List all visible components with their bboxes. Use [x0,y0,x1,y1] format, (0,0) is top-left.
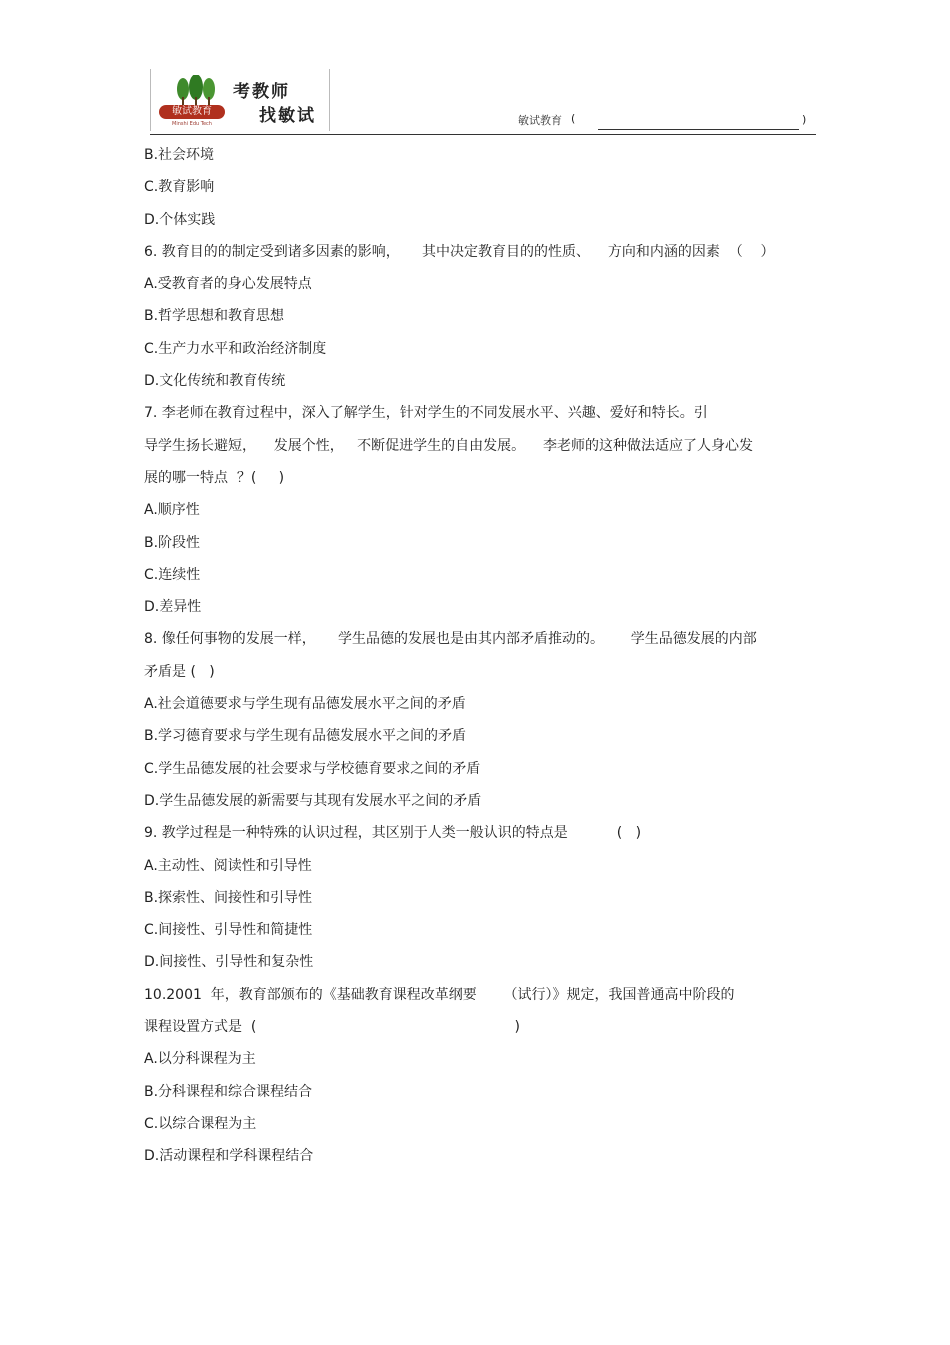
text-line: B.社会环境 [144,147,215,163]
text-line: B.学习德育要求与学生现有品德发展水平之间的矛盾 [144,728,467,745]
text-line: C.以综合课程为主 [144,1115,257,1132]
text-line: C.间接性、引导性和简捷性 [144,922,313,939]
text-line: C.教育影响 [144,179,215,196]
org-label: 敏试教育 [518,114,562,127]
text-line: B.哲学思想和教育思想 [144,308,285,325]
text-line: A.社会道德要求与学生现有品德发展水平之间的矛盾 [144,696,466,713]
text-line: D.学生品德发展的新需要与其现有发展水平之间的矛盾 [144,792,482,809]
org-blank-line [598,129,799,130]
text-line: 课程设置方式是 ( ) [144,1019,520,1036]
text-line: A.主动性、阅读性和引导性 [144,857,312,874]
text-line: D.间接性、引导性和复杂性 [144,954,314,971]
question-content [144,142,816,1176]
text-line: 9. 教学过程是一种特殊的认识过程，其区别于人类一般认识的特点是 ( ) [144,825,642,842]
slogan-line-2: 找敏试 [259,106,316,126]
slogan-line-1: 考教师 [233,82,290,102]
logo-badge: 敏试教育 [159,105,225,119]
org-paren-open: ( [571,112,576,125]
text-line: 8. 像任何事物的发展一样， 学生品德的发展也是由其内部矛盾推动的。 学生品德发展的内部 [144,631,757,648]
text-line: 导学生扬长避短， 发展个性， 不断促进学生的自由发展。 李老师的这种做法适应了人身心发 [144,437,753,454]
text-line: B.分科课程和综合课程结合 [144,1083,313,1100]
text-line: 展的哪一特点 ？( ) [144,469,285,486]
text-line: D.文化传统和教育传统 [144,373,286,390]
text-line: C.生产力水平和政治经济制度 [144,340,327,357]
text-line: D.活动课程和学科课程结合 [144,1148,314,1165]
text-line: C.连续性 [144,566,201,583]
tree-logo-icon [171,75,221,105]
logo [150,69,330,131]
text-line: B.阶段性 [144,534,201,551]
logo-subtext: Minshi Edu Tech [172,121,212,127]
text-line: 6. 教育目的的制定受到诸多因素的影响， 其中决定教育目的的性质、 方向和内涵的因素 （ ） [144,243,775,260]
org-paren-close: ) [802,113,807,126]
page-header [0,0,950,140]
text-line: A.以分科课程为主 [144,1051,256,1068]
text-line: 7. 李老师在教育过程中，深入了解学生，针对学生的不同发展水平、兴趣、爱好和特长。引 [144,405,708,422]
text-line: D.差异性 [144,599,202,616]
text-line: A.顺序性 [144,502,200,519]
header-rule [150,134,816,135]
text-line: B.探索性、间接性和引导性 [144,889,313,906]
text-line: A.受教育者的身心发展特点 [144,276,312,293]
text-line: 矛盾是 ( ) [144,663,215,680]
text-line: 10.2001 年，教育部颁布的《基础教育课程改革纲要 （试行）》规定，我国普通高中阶段的 [144,986,735,1003]
text-line: D.个体实践 [144,211,216,228]
text-line: C.学生品德发展的社会要求与学校德育要求之间的矛盾 [144,760,481,777]
